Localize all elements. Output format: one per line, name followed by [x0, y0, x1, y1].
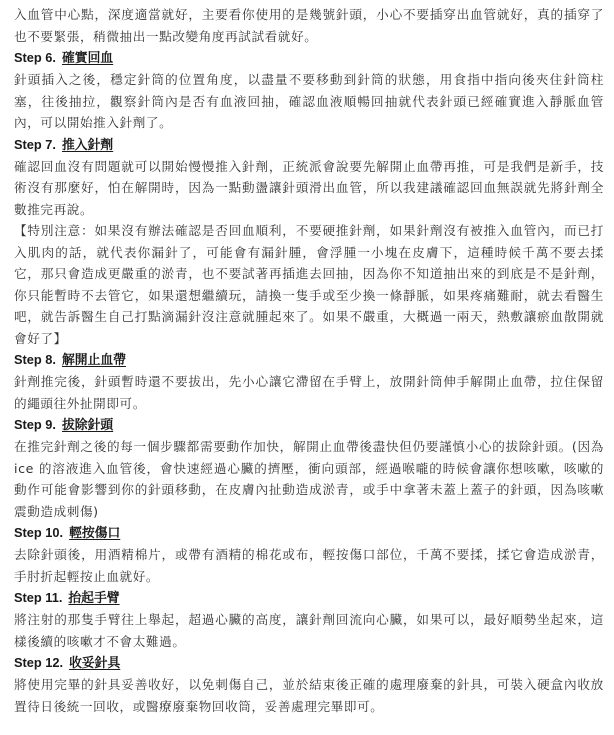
step-number: Step 11. — [14, 590, 63, 605]
step-title: 拔除針頭 — [61, 418, 114, 433]
step-paragraph: 針頭插入之後，穩定針筒的位置角度，以盡量不要移動到針筒的狀態，用食指中指向後夾住針筒柱塞，往後抽拉，觀察針筒內是否有血液回抽，確認血液順暢回抽就代表針頭已經確實進入靜脈血管內，可以開始推入針劑了。 — [14, 72, 604, 130]
step-paragraph: 去除針頭後，用酒精棉片，或帶有酒精的棉花或布，輕按傷口部位，千萬不要揉，揉它會造成淤青，手肘折起輕按止血就好。 — [14, 547, 604, 584]
intro-paragraph: 入血管中心點，深度適當就好，主要看你使用的是幾號針頭，小心不要插穿出血管就好，真的插穿了也不要緊張，稍微抽出一點改變角度再試試看就好。 — [14, 7, 604, 44]
step-title: 抬起手臂 — [68, 591, 120, 606]
step-number: Step 9. — [14, 417, 56, 432]
step-paragraph: 將使用完畢的針具妥善收好，以免刺傷自己，並於結束後正確的處理廢棄的針具，可裝入硬盒內收放置待日後統一回收，或醫療廢棄物回收筒，妥善處理完畢即可。 — [14, 677, 604, 714]
step-heading — [14, 134, 604, 156]
step-6-section — [14, 47, 604, 134]
step-heading — [14, 587, 604, 609]
step-title: 推入針劑 — [61, 137, 114, 153]
step-title: 解開止血帶 — [61, 353, 126, 368]
step-10-section — [14, 522, 604, 587]
step-title: 收妥針具 — [69, 656, 121, 671]
step-12-section — [14, 652, 604, 717]
step-heading — [14, 522, 604, 544]
step-heading — [14, 47, 604, 69]
step-heading — [14, 349, 604, 371]
step-7-section — [14, 134, 604, 350]
step-title: 確實回血 — [61, 51, 114, 66]
step-number: Step 7. — [14, 136, 56, 152]
document-page — [14, 4, 604, 717]
step-9-section — [14, 414, 604, 522]
step-8-section — [14, 349, 604, 414]
special-note-paragraph: 【特別注意：如果沒有辦法確認是否回血順利，不要硬推針劑，如果針劑沒有被推入血管內，而已打入肌肉的話，就代表你漏針了，可能會有漏針腫，會浮腫一小塊在皮膚下，這種時候千萬不要去揉它，那只會造成更嚴重的淤青，也不要試著再插進去回抽，因為你不知道抽出來的到底是不是針劑，你只能暫時不去管它，如果還想繼續玩，請換一隻手或至少換一條靜脈，如果疼痛難耐，就去看醫生吧，就告訴醫生自己打點滴漏針沒注意就腫起來了。如果不嚴重，大概過一兩天，熱敷讓瘀血散開就會好了】 — [14, 223, 604, 346]
step-number: Step 8. — [14, 352, 56, 367]
step-heading — [14, 414, 604, 436]
step-number: Step 6. — [14, 50, 56, 65]
step-heading — [14, 652, 604, 674]
step-11-section — [14, 587, 604, 652]
step-paragraph: 將注射的那隻手臂往上舉起，超過心臟的高度，讓針劑回流向心臟，如果可以，最好順勢坐起來，這樣後續的咳嗽才不會太難過。 — [14, 612, 604, 649]
step-paragraph: 確認回血沒有問題就可以開始慢慢推入針劑，正統派會說要先解開止血帶再推，可是我們是新手，技術沒有那麼好，怕在解開時，因為一點動盪讓針頭滑出血管，所以我建議確認回血無誤就先將針劑全數推完再說。 — [14, 158, 604, 217]
step-paragraph: 在推完針劑之後的每一個步驟都需要動作加快，解開止血帶後盡快但仍要謹慎小心的拔除針頭。(因為 ice 的溶液進入血管後，會快速經過心臟的擠壓，衝向頭部，經過喉嚨的時候會讓你想咳嗽，咳嗽的動作可能會影響到你的針頭移動，在皮膚內扯動造成淤青，或手中拿著未蓋上蓋子的針頭，因為咳嗽震動造成刺傷) — [14, 439, 604, 519]
step-title: 輕按傷口 — [69, 526, 121, 541]
step-number: Step 10. — [14, 525, 64, 540]
step-number: Step 12. — [14, 655, 64, 670]
step-paragraph: 針劑推完後，針頭暫時還不要拔出，先小心讓它滯留在手臂上，放開針筒伸手解開止血帶，拉住保留的繩頭往外扯開即可。 — [14, 374, 604, 411]
